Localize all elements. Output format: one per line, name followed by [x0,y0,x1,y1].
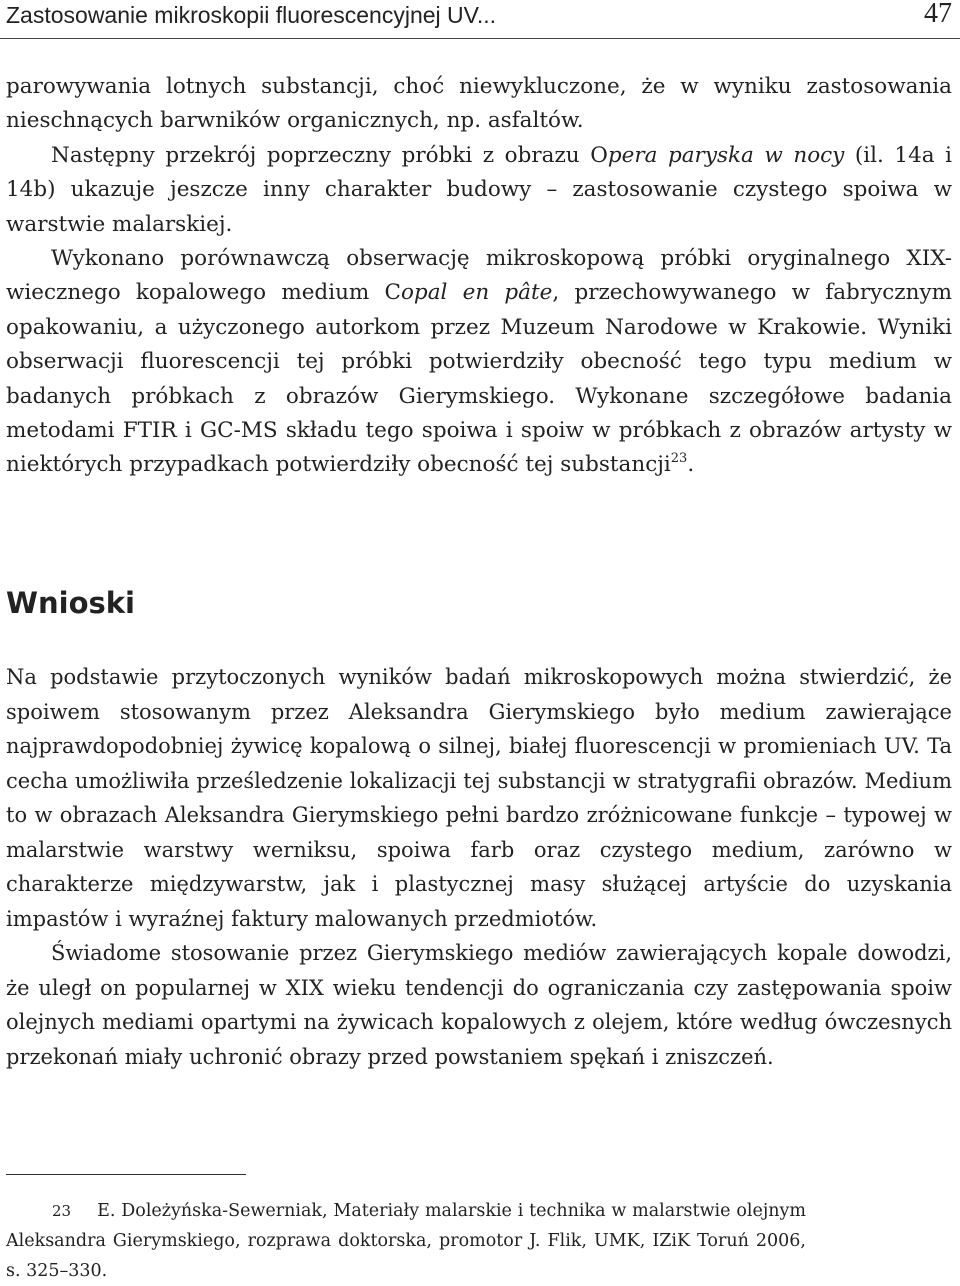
paragraph-cross-section [6,139,952,242]
paragraph-text: Następny przekrój poprzeczny próbki z obrazu O [51,142,608,168]
paragraph-text: , przechowywanego w fabrycznym opakowaniu, a użyczonego autorkom przez Muzeum Narodowe w Krakowie. Wyniki obserwacji fluorescencji tej próbki potwierdziły obecność tego typu medium w badanych próbkach z obrazów Gierymskiego. Wykonane szczegółowe badania metodami FTIR i GC-MS składu tego spoiwa i spoiw w próbkach z obrazów artysty w niektórych przypadkach potwierdziły obecność tej substancji [6,280,952,478]
paragraph-text: parowywania lotnych substancji, choć niewykluczone, że w wyniku zastosowania nieschnących barwników organicznych, np. asfaltów. [6,74,952,134]
footnote-text: E. Doleżyńska-Sewerniak, Materiały malarskie i technika w malarstwie olejnym Aleksandra Gierymskiego, rozprawa doktorska, promotor J. Flik, UMK, IZiK Toruń 2006, s. 325–330. [6,1201,806,1281]
footnote [6,1196,806,1286]
paragraph-text: Na podstawie przytoczonych wyników badań mikroskopowych można stwierdzić, że spoiwem stosowanym przez Aleksandra Gierymskiego było medium zawierające najprawdopodobniej żywicę kopalową o silnej, białej fluorescencji w promieniach UV. Ta cecha umożliwiła prześledzenie lokalizacji tej substancji w stratygrafii obrazów. Medium to w obrazach Aleksandra Gierymskiego pełni bardzo zróżnicowane funkcje – typowej w malarstwie warstwy werniksu, spoiwa farb oraz czystego medium, zarówno w charakterze międzywarstw, jak i plastycznej masy służącej artyście do uzyskania impastów i wyraźnej faktury malowanych przedmiotów. [6,665,952,931]
section-heading: Wnioski [6,586,135,620]
body-text [6,70,952,483]
paragraph-text: (il. 14a i 14b) ukazuje jeszcze inny charakter budowy – zastosowanie czystego spoiwa w warstwie malarskiej. [6,142,952,237]
footnote-rule [6,1174,246,1175]
paragraph-text: Świadome stosowanie przez Gierymskiego mediów zawierających kopale dowodzi, że uległ on popularnej w XIX wieku tendencji do ograniczania czy zastępowania spoiw olejnych mediami opartymi na żywicach kopalowych z olejem, które według ówczesnych przekonań miały uchronić obrazy przed powstaniem spękań i zniszczeń. [6,941,952,1069]
header-rule [0,38,960,39]
paragraph-text: Wykonano porównawczą obserwację mikroskopową próbki oryginalnego XIX-wiecznego kopalowego medium C [6,246,952,306]
painting-title: pera paryska w nocy [607,142,845,168]
page-number: 47 [924,0,952,29]
footnote-number: 23 [52,1202,72,1220]
paragraph-continued [6,70,952,139]
paragraph-comparison [6,242,952,483]
conclusion-paragraph-1 [6,660,952,936]
paragraph-end: . [687,452,695,478]
running-title: Zastosowanie mikroskopii fluorescencyjnej UV... [6,2,497,28]
medium-name: opal en pâte [400,280,553,306]
conclusions-text [6,660,952,1074]
footnote-reference[interactable]: 23 [670,451,688,467]
running-header [6,0,952,32]
footnote-entry [6,1196,806,1286]
conclusion-paragraph-2 [6,936,952,1074]
